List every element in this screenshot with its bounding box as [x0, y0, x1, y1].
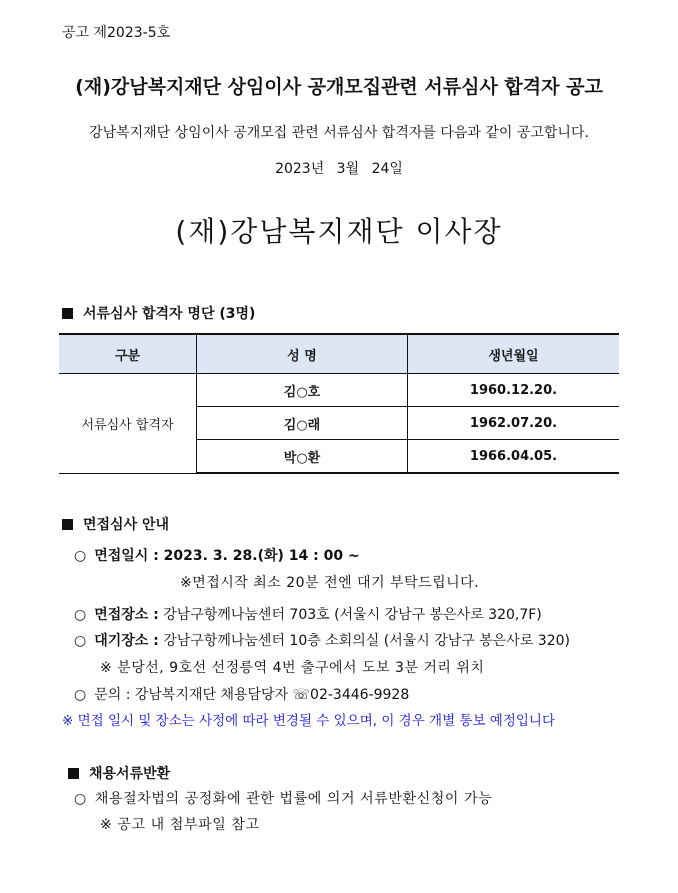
- interview-time-item: [74, 545, 360, 565]
- section-return-heading: [68, 763, 170, 783]
- circle-bullet-icon: ○: [74, 548, 87, 564]
- birthdate-cell: 1962.07.20.: [408, 407, 620, 440]
- contact-item: [74, 684, 409, 704]
- square-bullet-icon: [62, 519, 73, 530]
- circle-bullet-icon: ○: [74, 633, 87, 649]
- square-bullet-icon: [68, 768, 79, 779]
- interview-place-value: 강남구항께나눔센터 703호 (서울시 강남구 봉은사로 320,7F): [163, 607, 542, 623]
- column-header-birthdate: 생년월일: [408, 334, 620, 374]
- name-cell: 박○환: [197, 440, 408, 474]
- section-return-heading-text: 채용서류반환: [89, 766, 171, 782]
- interview-time-value: 2023. 3. 28.(화) 14 : 00 ~: [163, 548, 360, 564]
- issuer-name: (재)강남복지재단 이사장: [175, 215, 503, 248]
- square-bullet-icon: [62, 308, 73, 319]
- section-interview-heading: [62, 514, 169, 534]
- contact-text: 문의 : 강남복지재단 채용담당자 ☏02-3446-9928: [94, 687, 410, 703]
- column-header-category: 구분: [59, 334, 197, 374]
- section-passers-heading: [62, 303, 255, 323]
- table-row: [59, 374, 619, 407]
- circle-bullet-icon: ○: [74, 687, 87, 703]
- circle-bullet-icon: ○: [74, 791, 87, 807]
- name-cell: 김○래: [197, 407, 408, 440]
- name-cell: 김○호: [197, 374, 408, 407]
- passers-table: [59, 333, 619, 474]
- circle-bullet-icon: ○: [74, 607, 87, 623]
- category-cell: 서류심사 합격자: [59, 374, 197, 474]
- column-header-name: 성 명: [197, 334, 408, 374]
- waiting-place-item: [74, 630, 570, 650]
- notice-date: 2023년 3월 24일: [275, 161, 403, 177]
- interview-place-item: [74, 604, 542, 624]
- waiting-place-value: 강남구항께나눔센터 10층 소회의실 (서울시 강남구 봉은사로 320): [163, 633, 570, 649]
- attachment-note: ※ 공고 내 첨부파일 참고: [100, 817, 260, 833]
- table-header-row: [59, 334, 619, 374]
- return-text: 채용절차법의 공정화에 관한 법률에 의거 서류반환신청이 가능: [94, 791, 493, 807]
- intro-text: 강남복지재단 상임이사 공개모집 관련 서류심사 합격자를 다음과 같이 공고합니다.: [89, 125, 589, 141]
- schedule-change-note: ※ 면접 일시 및 장소는 사정에 따라 변경될 수 있으며, 이 경우 개별 통보 예정입니다: [62, 713, 555, 729]
- interview-time-note: ※면접시작 최소 20분 전엔 대기 부탁드립니다.: [180, 575, 480, 591]
- section-interview-heading-text: 면접심사 안내: [83, 517, 170, 533]
- return-item: [74, 788, 492, 808]
- directions-note: ※ 분당선, 9호선 선정릉역 4번 출구에서 도보 3분 거리 위치: [100, 660, 485, 676]
- interview-time-label: 면접일시 :: [94, 548, 159, 564]
- interview-place-label: 면접장소 :: [94, 607, 159, 623]
- page-title: (재)강남복지재단 상임이사 공개모집관련 서류심사 합격자 공고: [75, 76, 603, 98]
- birthdate-cell: 1960.12.20.: [408, 374, 620, 407]
- notice-number: 공고 제2023-5호: [62, 25, 171, 41]
- section-passers-heading-text: 서류심사 합격자 명단 (3명): [83, 306, 256, 322]
- birthdate-cell: 1966.04.05.: [408, 440, 620, 474]
- waiting-place-label: 대기장소 :: [94, 633, 159, 649]
